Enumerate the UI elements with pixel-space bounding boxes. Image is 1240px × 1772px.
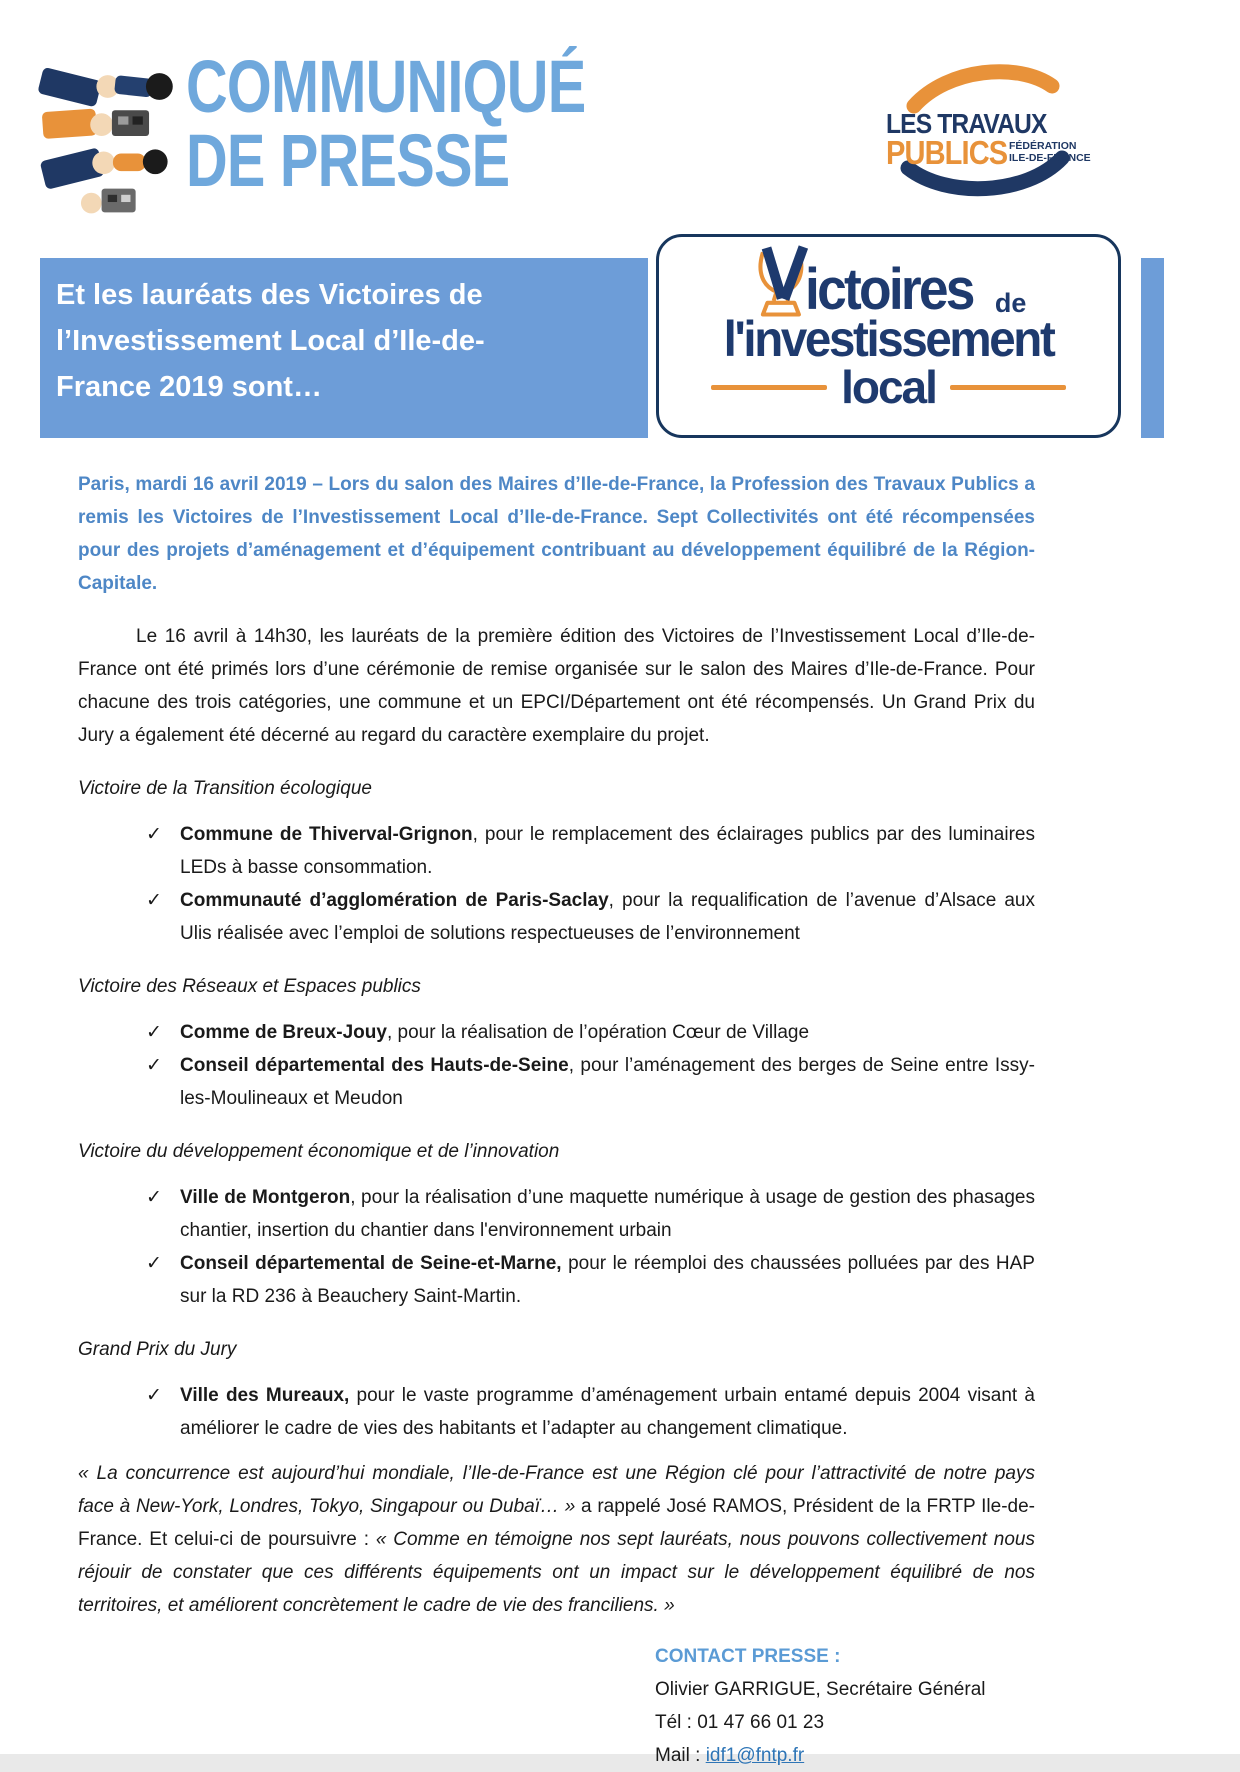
section-heading-transition-ecologique: Victoire de la Transition écologique [78, 778, 372, 799]
bullet-list [78, 1379, 1035, 1445]
check-icon: ✓ [146, 1253, 162, 1274]
bullet-list [78, 1181, 1035, 1313]
victoires-word: ictoires [804, 257, 973, 322]
lead-paragraph: Paris, mardi 16 avril 2019 – Lors du salon des Maires d’Ile-de-France, la Profession des Travaux Publics a remis les Victoires de l’Investissement Local d’Ile-de-France. Sept Collectivités ont été récompensées pour des projets d’aménagement et d’équipement contribuant au développement équilibré de la Région-Capitale. [78, 474, 1035, 594]
laureate-description: , pour la réalisation de l’opération Cœur de Village [386, 1022, 810, 1043]
banner-title [56, 272, 485, 410]
laureate-description: , pour le remplacement des éclairages publics par des luminaires LEDs à basse consommation. [180, 824, 1035, 878]
banner-title-line1: Et les lauréats des Victoires de [56, 279, 483, 311]
bullet-list [78, 1016, 1035, 1115]
check-icon: ✓ [146, 824, 162, 845]
laureate-description: , pour la requalification de l’avenue d’Alsace aux Ulis réalisée avec l’emploi de solutions respectueuses de l’environnement [180, 890, 1035, 944]
check-icon: ✓ [146, 1055, 162, 1076]
contact-phone: Tél : 01 47 66 01 23 [655, 1712, 825, 1733]
check-icon: ✓ [146, 890, 162, 911]
press-microphones-icon [50, 52, 180, 220]
laureate-description: pour le réemploi des chaussées polluées par des HAP sur la RD 236 à Beauchery Saint-Martin. [180, 1253, 1035, 1307]
orange-rule-left [711, 385, 827, 390]
section-heading-developpement-economique: Victoire du développement économique et de l’innovation [78, 1141, 560, 1162]
victoires-local: local [841, 361, 936, 413]
check-icon: ✓ [146, 1022, 162, 1043]
document-body [78, 438, 1035, 1772]
list-item [78, 818, 1035, 884]
banner-title-line3: France 2019 sont… [56, 371, 322, 403]
list-item [78, 1049, 1035, 1115]
victoires-logo-row1 [751, 247, 1027, 322]
laureate-description: , pour l’aménagement des berges de Seine entre Issy-les-Moulineaux et Meudon [180, 1055, 1035, 1109]
logo-text-federation: FÉDÉRATION ILE-DE-FRANCE [1009, 140, 1091, 164]
contact-mail-label: Mail : [655, 1745, 706, 1766]
victoires-local-row [711, 363, 1066, 411]
orange-rule-right [950, 385, 1066, 390]
logo-text-les-travaux: LES TRAVAUX [886, 108, 1047, 139]
victoires-investissement: l'investissement [723, 311, 1054, 367]
section-heading-grand-prix-jury: Grand Prix du Jury [78, 1339, 237, 1360]
trophy-v-icon [751, 247, 809, 319]
laureate-description: , pour la réalisation d’une maquette numérique à usage de gestion des phasages chantier, insertion du chantier dans l'environnement urbain [180, 1187, 1035, 1241]
contact-name: Olivier GARRIGUE, Secrétaire Général [655, 1679, 986, 1700]
laureate-name: Commune de Thiverval-Grignon [180, 824, 473, 845]
section-heading-reseaux-espaces-publics: Victoire des Réseaux et Espaces publics [78, 976, 421, 997]
check-icon: ✓ [146, 1385, 162, 1406]
quote-part-1: « La concurrence est aujourd’hui mondiale, l’Ile-de-France est une Région clé pour l’attractivité de notre pays face à New-York, Londres, Tokyo, Singapour ou Dubaï… » [78, 1463, 1035, 1517]
list-item [78, 1181, 1035, 1247]
laureate-name: Comme de Breux-Jouy [180, 1022, 387, 1043]
contact-heading: CONTACT PRESSE : [655, 1646, 841, 1667]
quote-part-2: « Comme en témoigne nos sept lauréats, nous pouvons collectivement nous réjouir de constater que ces différents équipements ont un impact sur le développement équilibré de nos territoires, et améliorent concrètement le cadre de vie des franciliens. » [78, 1529, 1035, 1616]
laureate-description: pour le vaste programme d’aménagement urbain entamé depuis 2004 visant à améliorer le cadre de vies des habitants et l’adapter au changement climatique. [180, 1385, 1035, 1439]
bullet-list [78, 818, 1035, 950]
list-item [78, 1247, 1035, 1313]
laureate-name: Conseil départemental des Hauts-de-Seine [180, 1055, 569, 1076]
quote-attribution: a rappelé José RAMOS, Président de la FRTP Ile-de-France. Et celui-ci de poursuivre : [78, 1496, 1035, 1550]
contact-mail-row [655, 1739, 1035, 1772]
body-paragraph: Le 16 avril à 14h30, les lauréats de la première édition des Victoires de l’Investissement Local d’Ile-de-France ont été primés lors d’une cérémonie de remise organisée sur le salon des Maires d’Ile-de-France. Pour chacune des trois catégories, une commune et un EPCI/Département ont été récompensés. Un Grand Prix du Jury a également été décerné au regard du caractère exemplaire du projet. [78, 626, 1035, 746]
contact-block [655, 1640, 1035, 1772]
banner [40, 258, 1164, 438]
check-icon: ✓ [146, 1187, 162, 1208]
victoires-logo-border [656, 234, 1121, 438]
banner-title-line2: l’Investissement Local d’Ile-de- [56, 325, 485, 357]
victoires-de: de [994, 288, 1027, 318]
laureate-name: Conseil départemental de Seine-et-Marne, [180, 1253, 562, 1274]
laureate-name: Ville des Mureaux, [180, 1385, 350, 1406]
masthead [186, 45, 698, 202]
list-item [78, 1016, 1035, 1049]
quote-paragraph [78, 1457, 1035, 1622]
laureate-name: Communauté d’agglomération de Paris-Saclay [180, 890, 609, 911]
masthead-line1: COMMUNIQUÉ [186, 45, 586, 128]
masthead-line2: DE PRESSE [186, 119, 510, 202]
logo-text-publics: PUBLICS [886, 134, 1008, 171]
list-item [78, 884, 1035, 950]
contact-mail-link[interactable]: idf1@fntp.fr [705, 1745, 805, 1766]
laureate-name: Ville de Montgeron [180, 1187, 351, 1208]
victoires-logo-card [648, 228, 1141, 448]
travaux-publics-logo [876, 58, 1091, 200]
list-item [78, 1379, 1035, 1445]
